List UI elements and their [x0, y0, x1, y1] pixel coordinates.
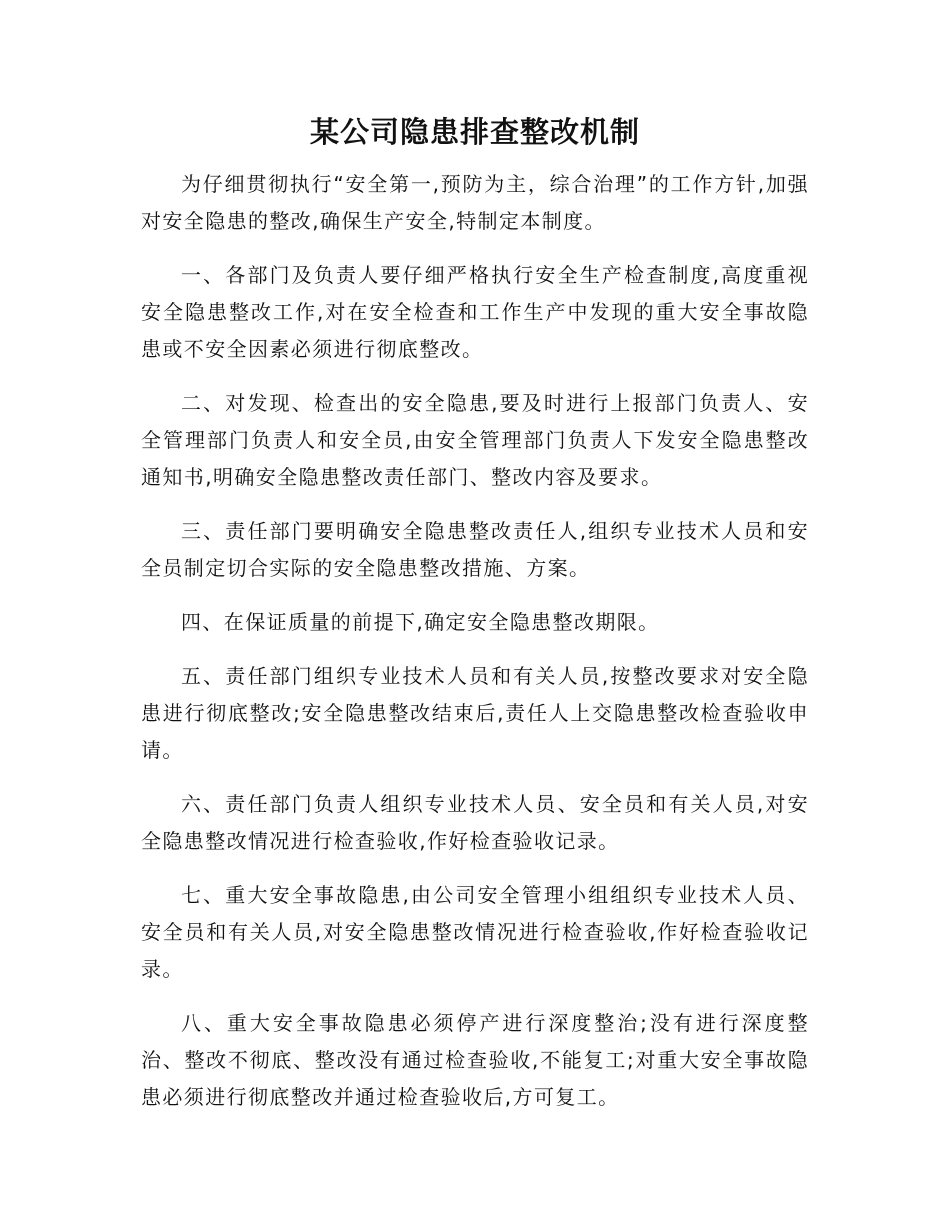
clause-4-paragraph: 四、在保证质量的前提下,确定安全隐患整改期限。: [181, 610, 660, 634]
clause-2-paragraph: 二、对发现、检查出的安全隐患,要及时进行上报部门负责人、安全管理部门负责人和安全员,由安全管理部门负责人下发安全隐患整改通知书,明确安全隐患整改责任部门、整改内容及要求。: [141, 391, 809, 489]
clause-8-paragraph: 八、重大安全事故隐患必须停产进行深度整治;没有进行深度整治、整改不彻底、整改没有通过检查验收,不能复工;对重大安全事故隐患必须进行彻底整改并通过检查验收后,方可复工。: [141, 1011, 809, 1109]
document-body: [141, 166, 809, 1133]
clause-7-paragraph: 七、重大安全事故隐患,由公司安全管理小组组织专业技术人员、安全员和有关人员,对安全隐患整改情况进行检查验收,作好检查验收记录。: [141, 883, 809, 981]
clause-6-paragraph: 六、责任部门负责人组织专业技术人员、安全员和有关人员,对安全隐患整改情况进行检查验收,作好检查验收记录。: [141, 792, 809, 853]
clause-5-paragraph: 五、责任部门组织专业技术人员和有关人员,按整改要求对安全隐患进行彻底整改;安全隐患整改结束后,责任人上交隐患整改检查验收申请。: [141, 664, 809, 762]
intro-paragraph: 为仔细贯彻执行“安全第一,预防为主，综合治理”的工作方针,加强对安全隐患的整改,确保生产安全,特制定本制度。: [141, 172, 809, 233]
clause-3-paragraph: 三、责任部门要明确安全隐患整改责任人,组织专业技术人员和安全员制定切合实际的安全隐患整改措施、方案。: [141, 519, 809, 580]
clause-1-paragraph: 一、各部门及负责人要仔细严格执行安全生产检查制度,高度重视安全隐患整改工作,对在安全检查和工作生产中发现的重大安全事故隐患或不安全因素必须进行彻底整改。: [141, 263, 809, 361]
document-title: 某公司隐患排查整改机制: [309, 115, 640, 149]
